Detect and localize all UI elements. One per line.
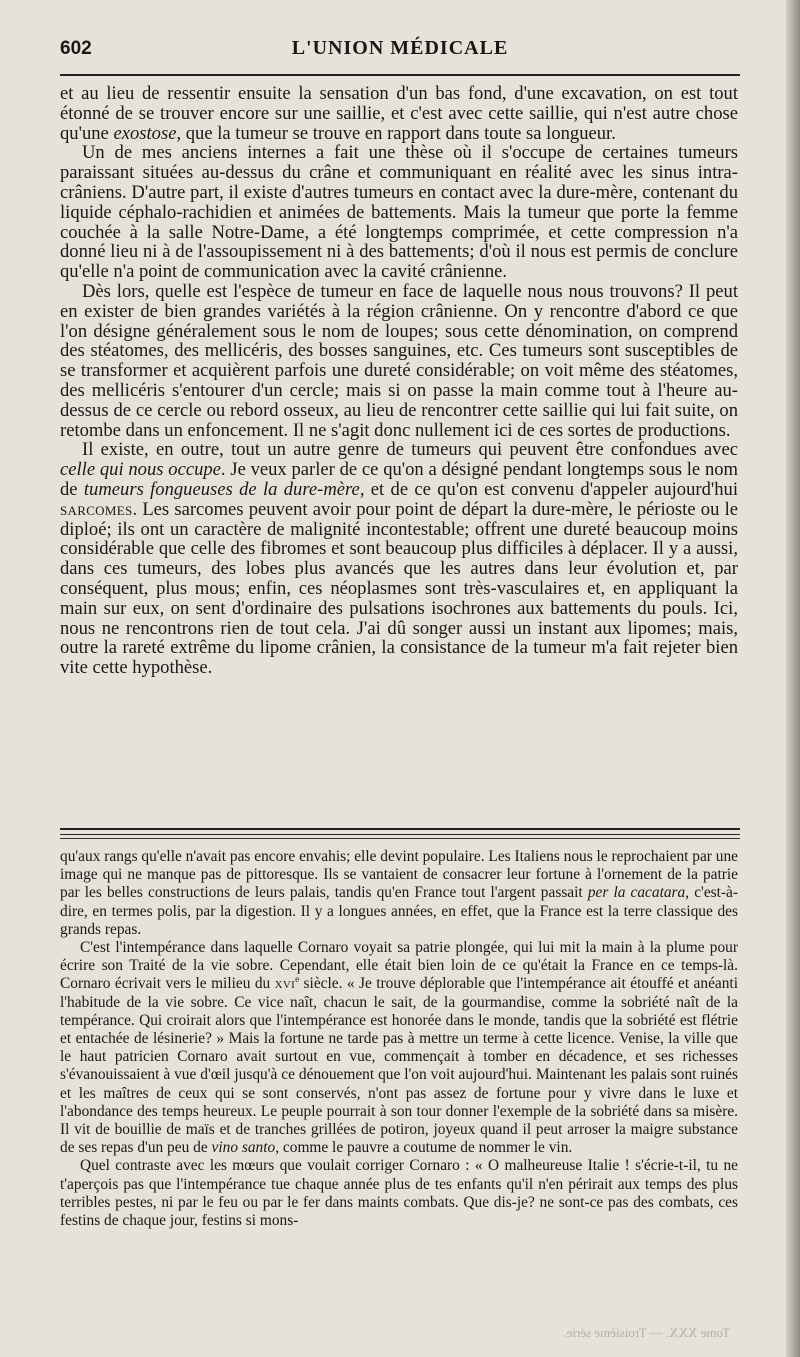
section-divider-single <box>60 838 740 839</box>
bleed-through-text: Tome XXX. — Troisième série. <box>563 1325 730 1340</box>
century-superscript: e <box>295 974 300 985</box>
page-number: 602 <box>60 38 92 59</box>
italic-phrase: vino santo <box>211 1139 276 1157</box>
italic-phrase: tumeurs fongueuses de la dure-mère <box>83 478 360 500</box>
paragraph-4: Il existe, en outre, tout un autre genre de tumeurs qui peuvent être confondues avec celle qui nous occupe. Je veux parler de ce qu'on a désigné pendant longtemps sous le nom de tumeurs fongueuses de la dure-mère, et de ce qu'on est convenu d'appeler aujourd'hui sarcomes. Les sarcomes peuvent avoir pour point de départ la dure-mère, le périoste ou le diploé; ils ont un caractère de malignité incontestable; offrent une dureté beaucoup moins considérable que celle des fibromes et sont beaucoup plus difficiles à déplacer. Il y a aussi, dans ces tumeurs, des lobes plus avancés que les autres dans leur évolution et, par conséquent, plus mous; enfin, ces néoplasmes sont très-vasculaires et, en appliquant la main sur eux, on sent d'ordinaire des pulsations isochrones aux battements du pouls. Ici, nous ne rencontrons rien de tout cela. J'ai dû songer aussi un instant aux lipomes; mais, outre la rareté extrême du lipome crânien, la consistance de la tumeur m'a fait rejeter bien vite cette hypothèse. <box>60 439 738 679</box>
feuilleton-paragraph-2: C'est l'intempérance dans laquelle Cornaro voyait sa patrie plongée, qui lui mit la main à la plume pour écrire son Traité de la vie sobre. Cependant, elle était bien loin de ce qu'était la France en ce temps-là. Cornaro écrivait vers le milieu du xvi$^e$ siècle. « Je trouve déplorable que l'intempérance ait étouffé et anéanti l'habitude de la vie sobre. Ce vice naît, chacun le sait, de la gourmandise, comme la sobriété naît de la tempérance. Qui croirait alors que l'intempérance est honorée dans le monde, tandis que la sobriété est flétrie et entachée de lésinerie? » Mais la fortune ne tarde pas à mettre un terme à cette licence. Venise, la ville que le haut patricien Cornaro avait surtout en vue, commençait à tomber en décadence, et ses richesses s'évanouissaient à vue d'œil jusqu'à ce dénouement que l'on voit aujourd'hui. Maintenant les palais sont ruinés et les maîtres de ceux qui se sont conservés, n'ont pas assez de fortune pour y vivre dans le luxe et l'abondance des temps heureux. Le peuple pourrait à son tour donner l'exemple de la sobriété dans sa misère. Il vit de bouillie de maïs et de tranches grillées de potiron, joyeux quand il peut arroser la maigre substance de ses repas d'un peu de vino santo, comme le pauvre a coutume de nommer le vin. <box>60 939 738 1157</box>
main-article-text <box>60 84 738 678</box>
century-numeral: xvi <box>274 975 296 993</box>
page-header <box>60 34 740 64</box>
header-rule <box>60 74 740 76</box>
italic-term: exostose <box>113 122 177 144</box>
small-caps-term: sarcomes <box>60 498 133 520</box>
paragraph-2: Un de mes anciens internes a fait une thèse où il s'occupe de certaines tumeurs paraissant situées au-dessus du crâne et communiquant en réalité avec les sinus intra-crâniens. D'autre part, il existe d'autres tumeurs en contact avec la dure-mère, contenant du liquide céphalo-rachidien et animées de battements. Mais la tumeur que porte la femme couchée à la salle Notre-Dame, a été longtemps comprimée, et cette compression n'a donné lieu ni à de l'assoupissement ni à des battements; d'où il nous est permis de conclure qu'elle n'a point de communication avec la cavité crânienne. <box>60 142 738 283</box>
section-divider-double <box>60 828 740 835</box>
italic-phrase: celle qui nous occupe <box>60 459 221 481</box>
feuilleton-text <box>60 848 738 1230</box>
page-spine-shadow <box>786 0 800 1357</box>
feuilleton-paragraph-3: Quel contraste avec les mœurs que voulait corriger Cornaro : « O malheureuse Italie ! s'écrie-t-il, tu ne t'aperçois pas que l'intempérance tue chaque année plus de tes enfants qu'il n'en périrait aux temps des plus terribles pestes, ni par le feu ou par le fer dans maints combats. Que dis-je? ne sont-ce pas des combats, ces festins de chaque jour, festins si mons- <box>60 1157 738 1230</box>
italic-phrase: per la cacatara <box>587 884 686 902</box>
running-title: L'UNION MÉDICALE <box>291 37 509 59</box>
feuilleton-paragraph-1: qu'aux rangs qu'elle n'avait pas encore envahis; elle devint populaire. Les Italiens nous le reprochaient par une image qui ne manque pas de pittoresque. Ils se vantaient de consacrer leur fortune à l'ornement de la patrie par les belles constructions de leurs palais, tandis qu'en France tout l'argent passait per la cacatara, c'est-à-dire, en termes polis, par la digestion. Il y a longues années, en effet, que la France est la terre classique des grands repas. <box>60 848 738 938</box>
paragraph-1: et au lieu de ressentir ensuite la sensation d'un bas fond, d'une excavation, on est tout étonné de se trouver encore sur une saillie, et c'est avec cette saillie, qui n'est autre chose qu'une exostose, que la tumeur se trouve en rapport dans toute sa longueur. <box>60 83 738 144</box>
paragraph-3: Dès lors, quelle est l'espèce de tumeur en face de laquelle nous nous trouvons? Il peut en exister de bien grandes variétés à la région crânienne. On y rencontre d'abord ce que l'on désigne généralement sous le nom de loupes; sous cette dénomination, on comprend des stéatomes, des mellicéris, des bosses sanguines, etc. Ces tumeurs sont susceptibles de se transformer et acquièrent parfois une dureté considérable; on voit même des stéatomes, des mellicéris s'entourer d'un cercle; mais si on passe la main comme tout à l'heure au-dessus de ce cercle ou rebord osseux, au lieu de rencontrer cette saillie qui lui fait suite, on retombe dans un enfoncement. Il ne s'agit donc nullement ici de ces sortes de productions. <box>60 280 738 441</box>
